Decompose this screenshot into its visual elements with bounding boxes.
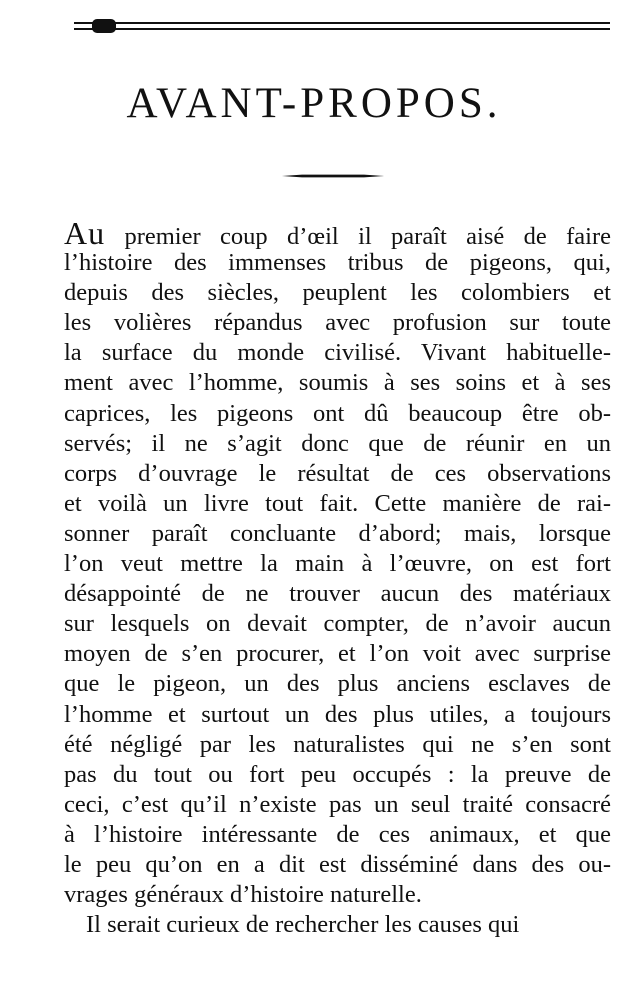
text-line: caprices, les pigeons ont dû beaucoup être ob- <box>64 399 611 427</box>
text-line: sonner paraît concluante d’abord; mais, lorsque <box>64 519 611 547</box>
text-line: moyen de s’en procurer, et l’on voit avec surprise <box>64 640 611 668</box>
dropcap: Au <box>64 215 106 251</box>
text-line: Il serait curieux de rechercher les causes qui <box>86 911 520 939</box>
text-line: à l’histoire intéressante de ces animaux, et que <box>64 820 611 848</box>
text-line: Au premier coup d’œil il paraît aisé de faire <box>64 215 611 251</box>
title-ornament-rule <box>282 174 384 178</box>
text-line: la surface du monde civilisé. Vivant habituelle- <box>64 339 611 367</box>
text-line: ment avec l’homme, soumis à ses soins et à ses <box>64 369 611 397</box>
text-line: servés; il ne s’agit donc que de réunir en un <box>64 429 611 457</box>
text-line: l’histoire des immenses tribus de pigeons, qui, <box>64 249 611 277</box>
text-line: les volières répandus avec profusion sur toute <box>64 309 611 337</box>
text-line: été négligé par les naturalistes qui ne s’en sont <box>64 730 611 758</box>
rule-ornament <box>92 19 116 33</box>
text-line: pas du tout ou fort peu occupés : la preuve de <box>64 760 611 788</box>
text-line: corps d’ouvrage le résultat de ces observations <box>64 459 611 487</box>
text-line: sur lesquels on devait compter, de n’avoir aucun <box>64 610 611 638</box>
text-line: l’on veut mettre la main à l’œuvre, on est fort <box>64 550 611 578</box>
text-line: désappointé de ne trouver aucun des matériaux <box>64 580 611 608</box>
text-line: le peu qu’on en a dit est disséminé dans des ou- <box>64 850 611 878</box>
top-ornamental-rule <box>74 22 610 30</box>
text-line: et voilà un livre tout fait. Cette manière de rai- <box>64 489 611 517</box>
text-line: ceci, c’est qu’il n’existe pas un seul traité consacré <box>64 790 611 818</box>
page-title: AVANT-PROPOS. <box>126 80 502 127</box>
body-text <box>64 215 611 940</box>
text-line: depuis des siècles, peuplent les colombiers et <box>64 279 611 307</box>
text-line: que le pigeon, un des plus anciens esclaves de <box>64 670 611 698</box>
text-line: l’homme et surtout un des plus utiles, a toujours <box>64 700 611 728</box>
text-line: vrages généraux d’histoire naturelle. <box>64 881 422 909</box>
